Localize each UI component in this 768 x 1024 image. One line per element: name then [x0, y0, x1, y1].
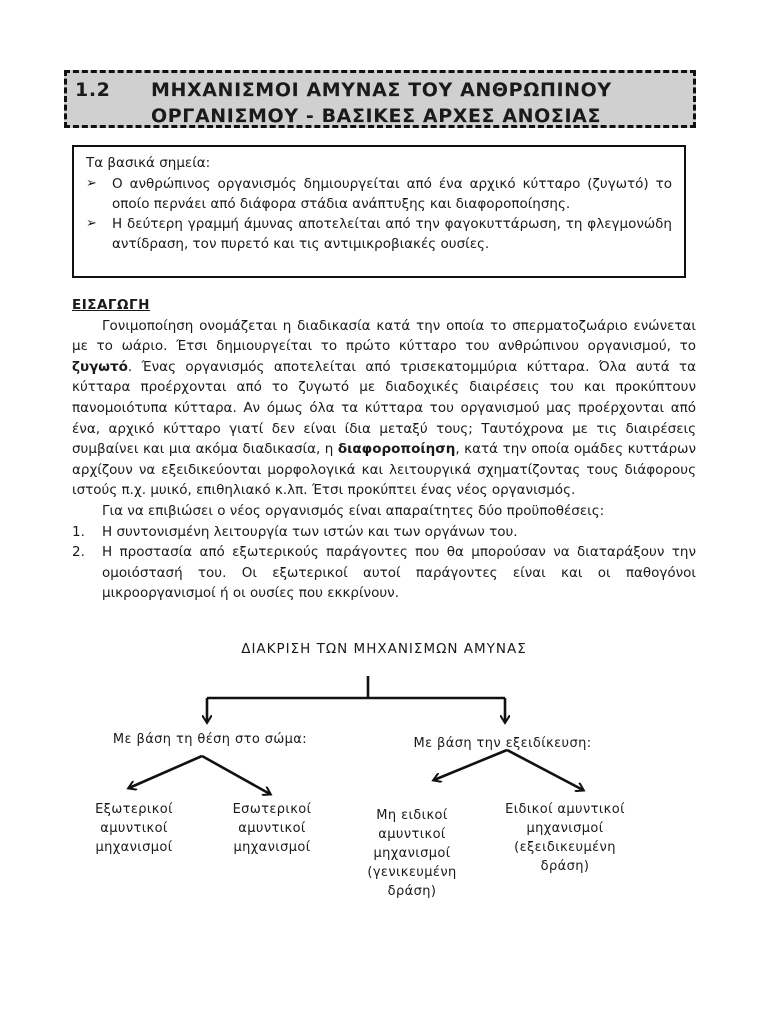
leaf-specific-mechanisms — [500, 800, 630, 876]
leaf-line: μηχανισμοί — [373, 846, 451, 861]
diagram-title: ΔΙΑΚΡΙΣΗ ΤΩΝ ΜΗΧΑΝΙΣΜΩΝ ΑΜΥΝΑΣ — [241, 641, 527, 657]
term-differentiation: διαφοροποίηση — [337, 441, 456, 458]
key-points-heading: Τα βασικά σημεία: — [86, 155, 211, 171]
key-point-text: Η δεύτερη γραμμή άμυνας αποτελείται από την φαγοκυττάρωση, τη φλεγμονώδη αντίδραση, τον πυρετό και τις αντιμικροβιακές ουσίες. — [112, 216, 672, 252]
leaf-line: αμυντικοί — [100, 821, 168, 836]
leaf-line: Μη ειδικοί — [376, 808, 448, 823]
leaf-line: αμυντικοί — [378, 827, 446, 842]
leaf-line: Εξωτερικοί — [95, 802, 173, 817]
introduction-paragraph — [72, 316, 696, 501]
list-item-number: 2. — [72, 544, 85, 561]
key-point-item — [86, 174, 672, 214]
leaf-nonspecific-mechanisms — [352, 806, 472, 901]
list-item — [72, 542, 696, 604]
prerequisites-list — [72, 522, 696, 604]
arrow-bullet-icon: ➢ — [86, 216, 97, 231]
leaf-line: δράση) — [387, 884, 437, 899]
branch-label-body-position: Με βάση τη θέση στο σώμα: — [112, 732, 308, 747]
key-point-text: Ο ανθρώπινος οργανισμός δημιουργείται από ένα αρχικό κύτταρο (ζυγωτό) το οποίο περνάει από διάφορα στάδια ανάπτυξης και διαφοροποίησης. — [112, 176, 672, 212]
leaf-line: αμυντικοί — [238, 821, 306, 836]
leaf-line: δράση) — [540, 859, 590, 874]
introduction-heading: ΕΙΣΑΓΩΓΗ — [72, 297, 150, 313]
paragraph-text: , κατά την οποία ομάδες κυττάρων αρχίζουν να εξειδικεύονται μορφολογικά και λειτουργικά σχηματίζοντας τους διάφορους ιστούς π.χ. μυικό, επιθηλιακό κ.λπ. Έτσι προκύπτει ένας νέος οργανισμός. — [72, 441, 696, 499]
arrow-to-external — [129, 756, 202, 788]
prerequisites-paragraph: Για να επιβιώσει ο νέος οργανισμός είναι απαραίτητες δύο προϋποθέσεις: — [102, 502, 605, 519]
arrow-to-nonspecific — [434, 750, 507, 780]
leaf-external-mechanisms — [74, 800, 194, 857]
list-item-text: Η προστασία από εξωτερικούς παράγοντες που θα μπορούσαν να διαταράξουν την ομοιόστασή του. Οι εξωτερικοί αυτοί παράγοντες είναι και οι παθογόνοι μικροοργανισμοί ή οι ουσίες που εκκρίνουν. — [102, 544, 696, 602]
leaf-line: (εξειδικευμένη — [514, 840, 616, 855]
leaf-line: μηχανισμοί — [95, 840, 173, 855]
leaf-line: Εσωτερικοί — [232, 802, 312, 817]
term-zygote: ζυγωτό — [72, 358, 128, 375]
arrow-to-specific — [507, 750, 583, 790]
leaf-line: μηχανισμοί — [233, 840, 311, 855]
leaf-line: μηχανισμοί — [526, 821, 604, 836]
leaf-line: (γενικευμένη — [367, 865, 457, 880]
paragraph-text: . Ένας οργανισμός αποτελείται από τρισεκατομμύρια κύτταρα. Όλα αυτά τα κύτταρα προέρχονται από το ζυγωτό με διαδοχικές διαιρέσεις του και προκύπτουν πανομοιότυπα κύτταρα. Αν όμως όλα τα κύτταρα του οργανισμού μας προέρχονται από ένα, αρχικό κύτταρο γιατί δεν είναι ίδια μεταξύ τους; Ταυτόχρονα με τις διαιρέσεις συμβαίνει και μια ακόμα διαδικασία, η — [72, 358, 696, 458]
list-item — [72, 522, 696, 543]
arrow-bullet-icon: ➢ — [86, 176, 97, 191]
list-item-text: Η συντονισμένη λειτουργία των ιστών και των οργάνων του. — [102, 523, 518, 540]
arrow-to-internal — [202, 756, 270, 794]
leaf-line: Ειδικοί αμυντικοί — [505, 802, 625, 817]
list-item-number: 1. — [72, 523, 85, 540]
leaf-internal-mechanisms — [212, 800, 332, 857]
section-title-box — [64, 70, 696, 128]
paragraph-text: Γονιμοποίηση ονομάζεται η διαδικασία κατά την οποία το σπερματοζωάριο ενώνεται με το ωάριο. Έτσι δημιουργείται το πρώτο κύτταρο του ανθρώπινου οργανισμού, το — [72, 317, 696, 355]
branch-label-specialization: Με βάση την εξειδίκευση: — [413, 736, 592, 751]
section-title-line-1: ΜΗΧΑΝΙΣΜΟΙ ΑΜΥΝΑΣ ΤΟΥ ΑΝΘΡΩΠΙΝΟΥ — [151, 79, 612, 101]
key-points-box — [72, 145, 686, 278]
key-point-item — [86, 214, 672, 254]
section-number: 1.2 — [75, 79, 111, 101]
section-title-line-2: ΟΡΓΑΝΙΣΜΟΥ - ΒΑΣΙΚΕΣ ΑΡΧΕΣ ΑΝΟΣΙΑΣ — [151, 105, 602, 127]
introduction-section — [72, 295, 696, 604]
